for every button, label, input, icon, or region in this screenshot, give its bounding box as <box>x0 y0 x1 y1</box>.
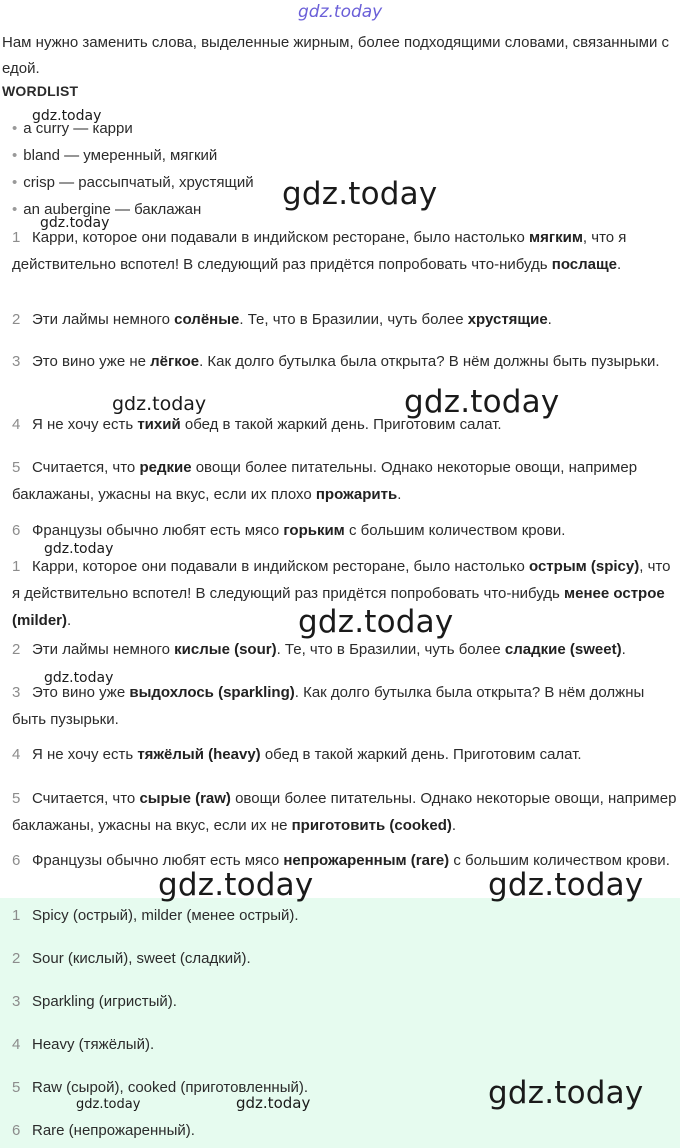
watermark: gdz.today <box>158 867 314 903</box>
sentence-text: овощи более питательны. Однако некоторые овощи, например баклажаны, ужасны на вкус, если их не <box>12 790 677 834</box>
exercise-item <box>12 224 678 278</box>
item-number: 6 <box>12 522 21 539</box>
sentence-text: Эти лаймы немного <box>32 311 175 328</box>
item-number: 2 <box>12 311 21 328</box>
watermark: gdz.today <box>32 108 102 124</box>
item-number: 4 <box>12 746 21 763</box>
watermark: gdz.today <box>488 1075 644 1111</box>
exercise-item <box>12 517 678 544</box>
bold-word: менее острое (milder) <box>12 585 665 629</box>
item-number: 1 <box>12 229 21 246</box>
watermark: gdz.today <box>488 867 644 903</box>
watermark: gdz.today <box>298 604 454 640</box>
sentence-text: обед в такой жаркий день. Приготовим салат. <box>180 416 502 433</box>
sentence-text: Карри, которое они подавали в индийском ресторане, было настолько <box>32 558 529 575</box>
item-number: 5 <box>12 790 21 807</box>
task-intro: Нам нужно заменить слова, выделенные жирным, более подходящими словами, связанными с едой. <box>2 34 670 77</box>
exercise-item <box>12 306 678 333</box>
watermark: gdz.today <box>44 541 114 557</box>
sentence-text: Считается, что <box>32 790 140 807</box>
wordlist-item: • a curry — карри <box>12 120 133 137</box>
bold-word: мягким <box>529 229 583 246</box>
watermark: gdz.today <box>40 215 110 231</box>
sentence-text: обед в такой жаркий день. Приготовим салат. <box>260 746 582 763</box>
wordlist-item: • crisp — рассыпчатый, хрустящий <box>12 174 254 191</box>
bullet-icon: • <box>12 120 18 137</box>
sentence-text: . <box>547 311 552 328</box>
watermark: gdz.today <box>112 393 207 415</box>
bold-word: острым (spicy) <box>529 558 640 575</box>
bold-word: сырые (raw) <box>139 790 231 807</box>
corrected-item <box>12 679 678 733</box>
watermark: gdz.today <box>236 1094 311 1112</box>
corrected-item <box>12 636 678 663</box>
sentence-text: Это вино уже <box>32 684 130 701</box>
sentence-text: овощи более питательны. Однако некоторые овощи, например баклажаны, ужасны на вкус, если их плохо <box>12 459 638 503</box>
item-number: 6 <box>12 852 21 869</box>
bold-word: редкие <box>139 459 192 476</box>
bold-word: приготовить (cooked) <box>291 817 452 834</box>
sentence-text: Эти лаймы немного <box>32 641 175 658</box>
wordlist-item: • an aubergine — баклажан <box>12 201 202 218</box>
wordlist-item: • bland — умеренный, мягкий <box>12 147 218 164</box>
bold-word: выдохлось (sparkling) <box>129 684 295 701</box>
watermark: gdz.today <box>298 2 383 22</box>
sentence-text: Французы обычно любят есть мясо <box>32 522 284 539</box>
bullet-icon: • <box>12 201 18 218</box>
sentence-text: Я не хочу есть <box>32 746 138 763</box>
watermark: gdz.today <box>282 176 438 212</box>
bold-word: хрустящие <box>467 311 548 328</box>
sentence-text: Карри, которое они подавали в индийском ресторане, было настолько <box>32 229 529 246</box>
corrected-item <box>12 785 678 839</box>
item-number: 5 <box>12 459 21 476</box>
sentence-text: . Те, что в Бразилии, чуть более <box>239 311 468 328</box>
sentence-text: , что я действительно вспотел! В следующий раз придётся попробовать что-нибудь <box>12 558 671 602</box>
exercise-item <box>12 454 678 508</box>
sentence-text: . Как долго бутылка была открыта? В нём должны быть пузырьки. <box>199 353 660 370</box>
sentence-text: с большим количеством крови. <box>449 852 670 869</box>
sentence-text: . Те, что в Бразилии, чуть более <box>276 641 505 658</box>
bold-word: солёные <box>174 311 240 328</box>
sentence-text: Это вино уже не <box>32 353 151 370</box>
sentence-text: Французы обычно любят есть мясо <box>32 852 284 869</box>
item-number: 1 <box>12 558 21 575</box>
bullet-icon: • <box>12 174 18 191</box>
sentence-text: Считается, что <box>32 459 140 476</box>
bold-word: горьким <box>283 522 345 539</box>
watermark: gdz.today <box>76 1097 141 1112</box>
exercise-item <box>12 411 678 438</box>
bold-word: лёгкое <box>150 353 200 370</box>
bullet-icon: • <box>12 147 18 164</box>
sentence-text: с большим количеством крови. <box>344 522 566 539</box>
bold-word: послаще <box>551 256 618 273</box>
sentence-text: , что я действительно вспотел! В следующий раз придётся попробовать что-нибудь <box>12 229 627 273</box>
answer-item: 2 Sour (кислый), sweet (сладкий). <box>12 950 251 967</box>
answer-item: 3 Sparkling (игристый). <box>12 993 177 1010</box>
bold-word: непрожаренным (rare) <box>283 852 450 869</box>
exercise-item <box>12 348 678 375</box>
answer-item: 4 Heavy (тяжёлый). <box>12 1036 155 1053</box>
answer-item: 6 Rare (непрожаренный). <box>12 1122 195 1139</box>
sentence-text: . <box>451 817 457 834</box>
corrected-item <box>12 741 678 768</box>
answer-item: 1 Spicy (острый), milder (менее острый). <box>12 907 299 924</box>
watermark: gdz.today <box>404 384 560 420</box>
item-number: 2 <box>12 641 21 658</box>
bold-word: прожарить <box>315 486 398 503</box>
sentence-text: . <box>67 612 72 629</box>
bold-word: кислые (sour) <box>174 641 277 658</box>
sentence-text: Я не хочу есть <box>32 416 138 433</box>
answer-item: 5 Raw (сырой), cooked (приготовленный). <box>12 1079 309 1096</box>
item-number: 4 <box>12 416 21 433</box>
bold-word: тихий <box>137 416 181 433</box>
sentence-text: . <box>397 486 402 503</box>
sentence-text: . <box>621 641 626 658</box>
bold-word: тяжёлый (heavy) <box>137 746 261 763</box>
watermark: gdz.today <box>44 670 114 686</box>
wordlist-title: WORDLIST <box>2 83 79 99</box>
item-number: 3 <box>12 684 21 701</box>
sentence-text: . Как долго бутылка была открыта? В нём должны быть пузырьки. <box>12 684 645 728</box>
item-number: 3 <box>12 353 21 370</box>
bold-word: сладкие (sweet) <box>504 641 622 658</box>
sentence-text: . <box>617 256 622 273</box>
